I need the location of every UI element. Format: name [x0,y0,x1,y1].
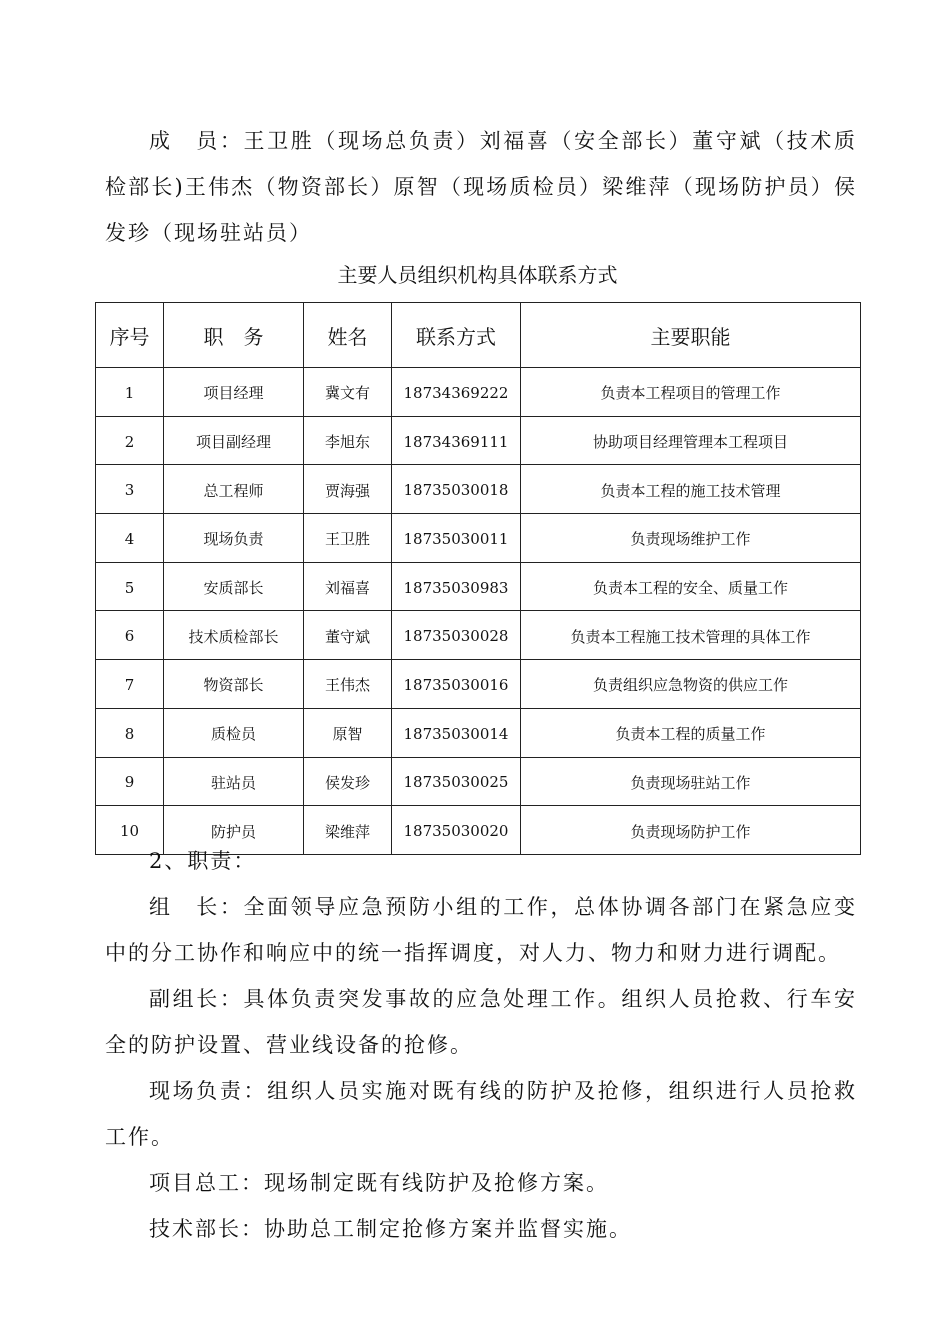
cell-phone: 18735030025 [392,757,521,806]
table-row [96,757,861,806]
cell-duty: 负责本工程项目的管理工作 [521,368,861,417]
duty-paragraph-deputy: 副组长：具体负责突发事故的应急处理工作。组织人员抢救、行车安全的防护设置、营业线设备的抢修。 [105,987,857,1057]
table-row [96,416,861,465]
cell-duty: 负责组织应急物资的供应工作 [521,660,861,709]
table-caption: 主要人员组织机构具体联系方式 [337,263,618,287]
cell-name: 王卫胜 [304,514,392,563]
cell-phone: 18735030016 [392,660,521,709]
cell-position: 技术质检部长 [164,611,304,660]
cell-no: 2 [96,416,164,465]
cell-position: 现场负责 [164,514,304,563]
cell-name: 冀文有 [304,368,392,417]
table-row [96,660,861,709]
table-row [96,562,861,611]
cell-no: 6 [96,611,164,660]
section-heading: 2、职责： [149,849,257,873]
cell-duty: 负责本工程的安全、质量工作 [521,562,861,611]
cell-no: 5 [96,562,164,611]
cell-name: 贾海强 [304,465,392,514]
duty-paragraph-chief-engineer: 项目总工：现场制定既有线防护及抢修方案。 [149,1171,609,1195]
cell-no: 8 [96,708,164,757]
cell-no: 9 [96,757,164,806]
cell-position: 防护员 [164,806,304,855]
cell-position: 项目经理 [164,368,304,417]
members-paragraph: 成 员：王卫胜（现场总负责）刘福喜（安全部长）董守斌（技术质检部长)王伟杰（物资部长）原智（现场质检员）梁维萍（现场防护员）侯发珍（现场驻站员） [105,129,857,245]
cell-duty: 负责现场防护工作 [521,806,861,855]
cell-phone: 18735030028 [392,611,521,660]
cell-name: 王伟杰 [304,660,392,709]
table-row [96,465,861,514]
cell-duty: 负责本工程施工技术管理的具体工作 [521,611,861,660]
cell-position: 项目副经理 [164,416,304,465]
cell-position: 安质部长 [164,562,304,611]
contacts-table [95,302,861,855]
cell-position: 总工程师 [164,465,304,514]
cell-position: 质检员 [164,708,304,757]
cell-phone: 18734369111 [392,416,521,465]
cell-duty: 负责现场维护工作 [521,514,861,563]
header-no: 序号 [96,303,164,368]
cell-no: 1 [96,368,164,417]
cell-phone: 18735030011 [392,514,521,563]
cell-phone: 18734369222 [392,368,521,417]
cell-name: 侯发珍 [304,757,392,806]
cell-phone: 18735030983 [392,562,521,611]
duty-paragraph-site: 现场负责：组织人员实施对既有线的防护及抢修，组织进行人员抢救工作。 [105,1079,857,1149]
header-duty: 主要职能 [521,303,861,368]
cell-duty: 负责现场驻站工作 [521,757,861,806]
cell-phone: 18735030018 [392,465,521,514]
table-row [96,708,861,757]
cell-no: 3 [96,465,164,514]
cell-position: 驻站员 [164,757,304,806]
table-row [96,368,861,417]
table-row [96,611,861,660]
cell-phone: 18735030014 [392,708,521,757]
cell-name: 董守斌 [304,611,392,660]
cell-name: 李旭东 [304,416,392,465]
cell-no: 7 [96,660,164,709]
cell-name: 原智 [304,708,392,757]
duty-paragraph-leader: 组 长：全面领导应急预防小组的工作，总体协调各部门在紧急应变中的分工协作和响应中的统一指挥调度，对人力、物力和财力进行调配。 [105,895,857,965]
cell-no: 10 [96,806,164,855]
cell-name: 梁维萍 [304,806,392,855]
table-header-row [96,303,861,368]
cell-duty: 负责本工程的质量工作 [521,708,861,757]
header-name: 姓名 [304,303,392,368]
header-contact: 联系方式 [392,303,521,368]
cell-phone: 18735030020 [392,806,521,855]
cell-name: 刘福喜 [304,562,392,611]
header-position: 职 务 [164,303,304,368]
duty-paragraph-tech-head: 技术部长：协助总工制定抢修方案并监督实施。 [149,1217,632,1241]
table-row [96,514,861,563]
cell-duty: 负责本工程的施工技术管理 [521,465,861,514]
cell-duty: 协助项目经理管理本工程项目 [521,416,861,465]
cell-position: 物资部长 [164,660,304,709]
cell-no: 4 [96,514,164,563]
